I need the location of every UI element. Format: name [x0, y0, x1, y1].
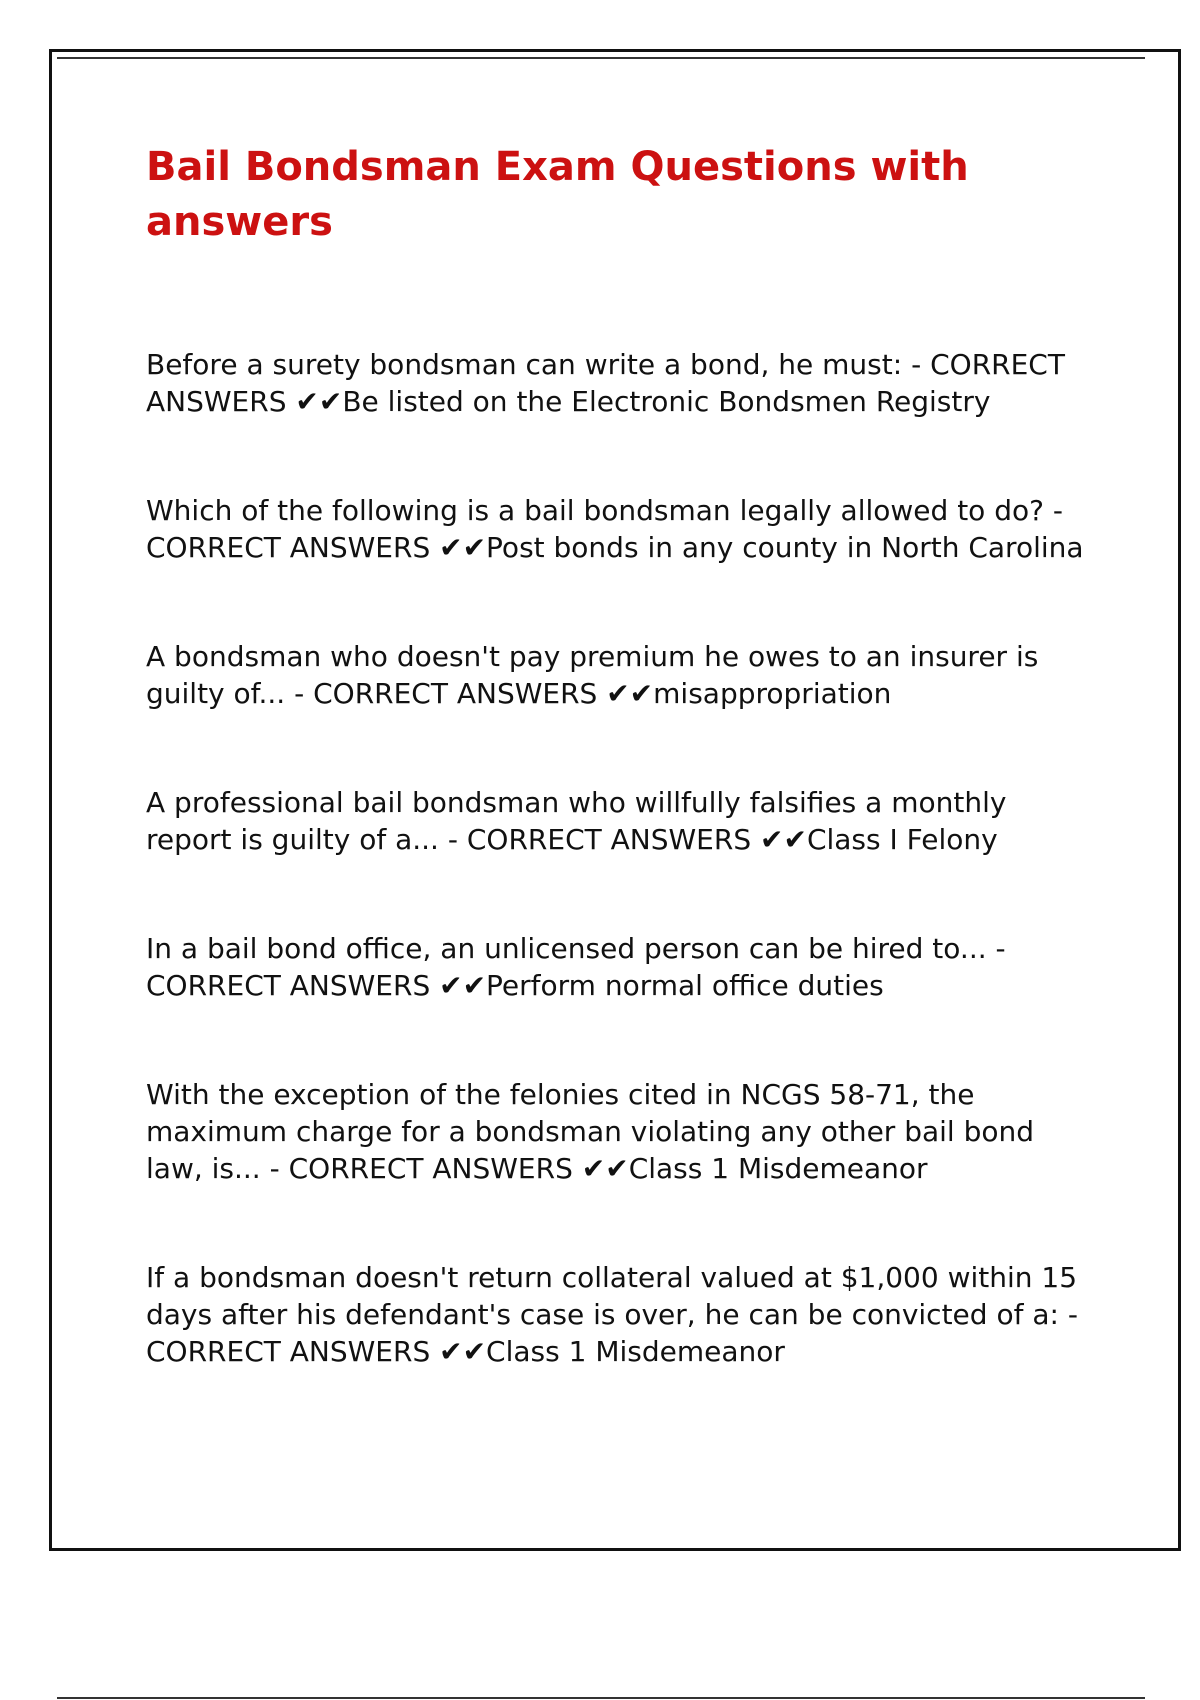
answer-marker: - CORRECT ANSWERS ✔✔	[447, 823, 807, 856]
answer-marker: - CORRECT ANSWERS ✔✔	[294, 677, 654, 710]
document-body	[146, 140, 1096, 1442]
qa-item	[146, 930, 1096, 1004]
answer-text: misappropriation	[653, 677, 892, 710]
answer-text: Class I Felony	[806, 823, 998, 856]
question-text: In a bail bond office, an unlicensed person can be hired to...	[146, 932, 987, 965]
qa-item	[146, 638, 1096, 712]
qa-item	[146, 492, 1096, 566]
answer-text: Be listed on the Electronic Bondsmen Registry	[342, 385, 991, 418]
qa-item	[146, 346, 1096, 420]
qa-list	[146, 346, 1096, 1370]
document-title: Bail Bondsman Exam Questions with answers	[146, 144, 969, 245]
answer-marker: - CORRECT ANSWERS ✔✔	[146, 494, 1063, 564]
question-text: With the exception of the felonies cited in NCGS 58-71, the maximum charge for a bondsman violating any other bail bond law, is...	[146, 1078, 1035, 1185]
question-text: A bondsman who doesn't pay premium he owes to an insurer is guilty of...	[146, 640, 1039, 710]
qa-item	[146, 1076, 1096, 1187]
answer-text: Perform normal office duties	[486, 969, 884, 1002]
answer-marker: - CORRECT ANSWERS ✔✔	[146, 932, 1006, 1002]
answer-text: Class 1 Misdemeanor	[628, 1152, 928, 1185]
question-text: Before a surety bondsman can write a bond, he must:	[146, 348, 903, 381]
qa-item	[146, 784, 1096, 858]
answer-text: Post bonds in any county in North Carolina	[486, 531, 1084, 564]
question-text: Which of the following is a bail bondsman legally allowed to do?	[146, 494, 1044, 527]
answer-marker: - CORRECT ANSWERS ✔✔	[269, 1152, 629, 1185]
question-text: A professional bail bondsman who willfully falsifies a monthly report is guilty of a...	[146, 786, 1007, 856]
answer-text: Class 1 Misdemeanor	[486, 1335, 785, 1368]
answer-marker: - CORRECT ANSWERS ✔✔	[146, 1298, 1078, 1368]
top-rule	[57, 57, 1145, 59]
question-text: If a bondsman doesn't return collateral valued at $1,000 within 15 days after his defendant's case is over, he can be convicted of a:	[146, 1261, 1078, 1331]
answer-marker: - CORRECT ANSWERS ✔✔	[146, 348, 1065, 418]
bottom-rule	[57, 1697, 1145, 1699]
qa-item	[146, 1259, 1096, 1370]
